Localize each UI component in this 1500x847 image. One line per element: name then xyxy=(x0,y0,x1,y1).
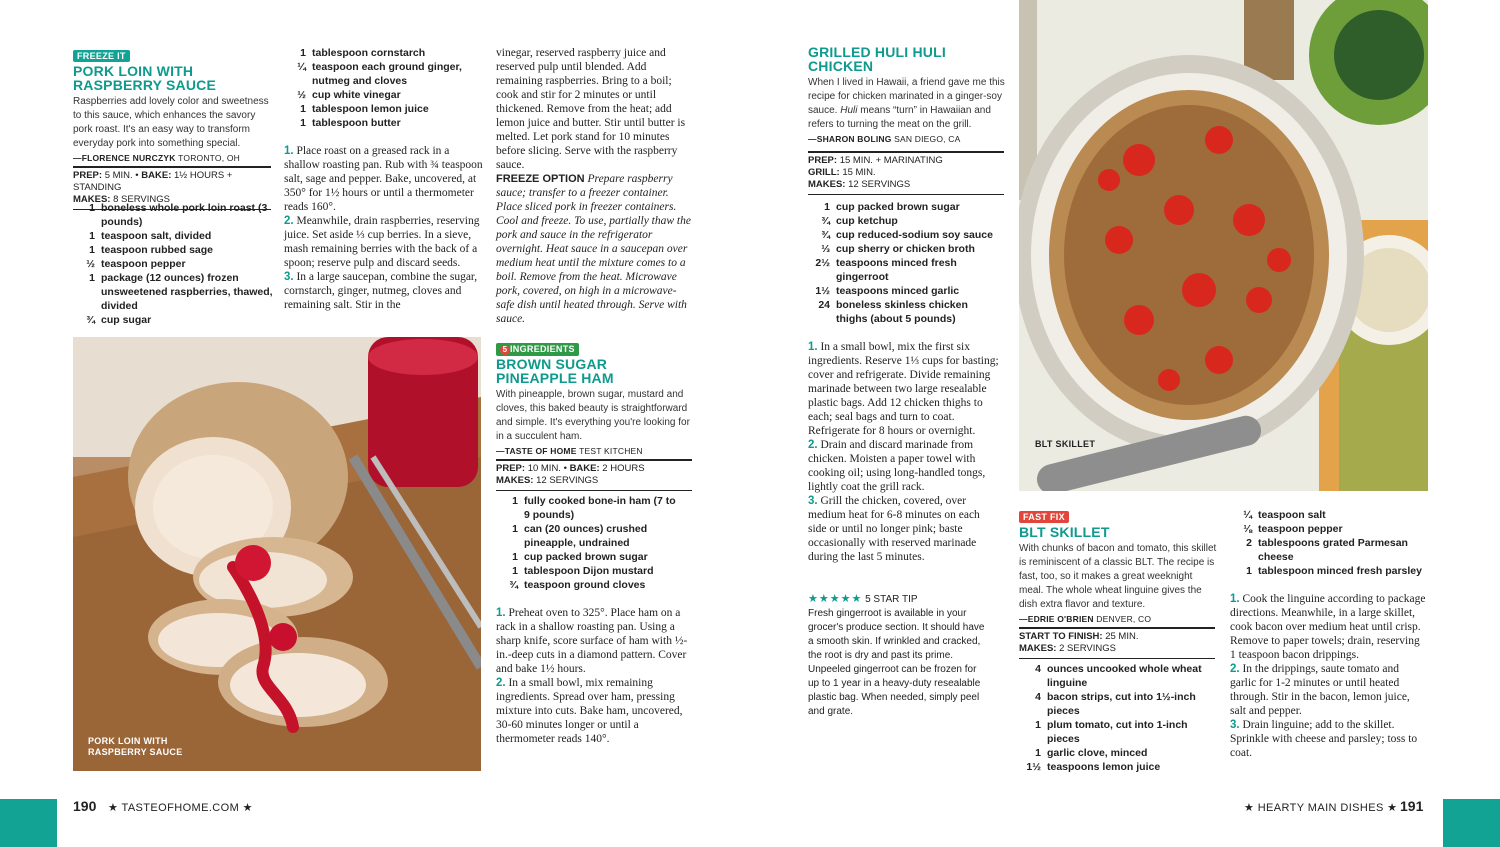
ingredient-item xyxy=(1019,690,1219,718)
ingredient-text: tablespoon lemon juice xyxy=(312,103,429,115)
ingredient-text: cup ketchup xyxy=(836,215,898,227)
ingredient-item xyxy=(496,494,676,522)
footer-text: ★ TASTEOFHOME.COM ★ xyxy=(108,802,253,814)
ingredient-quantity: 1 xyxy=(512,523,518,535)
ingredient-quantity: ¾ xyxy=(86,314,95,326)
ingredient-text: teaspoon each ground ginger, nutmeg and cloves xyxy=(312,61,462,87)
ingredient-quantity: 1½ xyxy=(1026,761,1041,773)
ingredient-item xyxy=(808,242,998,256)
ingredient-item xyxy=(1230,564,1430,578)
ingredient-quantity: 4 xyxy=(1035,663,1041,675)
pork-loin-header xyxy=(73,46,273,163)
recipe-directions: 1. Place roast on a greased rack in a shallow roasting pan. Rub with ¾ teaspoon salt, sage and pepper. Bake, uncovered, at 350° for 1½ hours or until a thermometer reads 160°. 2. Meanwhile, drain raspberries, reserving juice. Set aside ⅓ cup berries. In a sieve, mash remaining berries with the back of a spoon; reserve pulp and discard seeds. 3. In a large saucepan, combine the sugar, cornstarch, ginger, nutmeg, cloves and remaining salt. Stir in the xyxy=(284,145,483,311)
ingredient-text: tablespoon Dijon mustard xyxy=(524,565,654,577)
footer-color-bar xyxy=(0,799,57,847)
ingredient-quantity: ½ xyxy=(86,258,95,270)
ingredient-item xyxy=(1019,760,1219,774)
ingredient-item xyxy=(808,284,998,298)
ingredient-item xyxy=(808,214,998,228)
ingredient-item xyxy=(808,228,998,242)
ingredient-quantity: 1 xyxy=(300,117,306,129)
ingredient-item xyxy=(284,60,484,88)
recipe-title: BROWN SUGAR PINEAPPLE HAM xyxy=(496,356,614,386)
ingredient-text: boneless whole pork loin roast (3 pounds) xyxy=(101,202,268,228)
fast-fix-tag: FAST FIX xyxy=(1019,511,1069,523)
ingredient-text: teaspoon rubbed sage xyxy=(101,244,214,256)
ingredient-text: cup reduced-sodium soy sauce xyxy=(836,229,993,241)
ingredient-text: cup packed brown sugar xyxy=(524,551,648,563)
ingredient-quantity: ⅛ xyxy=(1243,523,1252,535)
ingredient-quantity: 1 xyxy=(824,201,830,213)
ingredient-item xyxy=(1019,718,1219,746)
ingredient-quantity: 1 xyxy=(1035,719,1041,731)
recipe-intro: With pineapple, brown sugar, mustard and cloves, this baked beauty is straightforward and simple. It's everything you're looking for in a succulent ham. xyxy=(496,389,690,442)
recipe-meta: PREP: 10 MIN. • BAKE: 2 HOURS MAKES: 12 SERVINGS xyxy=(496,459,692,491)
ingredient-item xyxy=(1230,522,1430,536)
star-icons: ★★★★★ xyxy=(808,593,863,605)
ingredient-quantity: 1 xyxy=(89,272,95,284)
ingredient-text: can (20 ounces) crushed pineapple, undrained xyxy=(524,523,648,549)
ingredient-item xyxy=(496,564,676,578)
ingredient-quantity: 1 xyxy=(1246,565,1252,577)
ingredient-text: ounces uncooked whole wheat linguine xyxy=(1047,663,1202,689)
recipe-meta: PREP: 5 MIN. • BAKE: 1½ HOURS + STANDING MAKES: 8 SERVINGS xyxy=(73,166,271,210)
recipe-directions: 1. Preheat oven to 325°. Place ham on a rack in a shallow roasting pan. Using a sharp knife, score surface of ham with ½-in.-deep cuts in a diamond pattern. Cover and bake 1½ hours. 2. In a small bowl, mix remaining ingredients. Spread over ham, pressing mixture into cuts. Bake ham, uncovered, 30-60 minutes longer or until a thermometer reads 140°. xyxy=(496,607,688,745)
ingredient-list xyxy=(1019,662,1219,774)
recipe-intro: With chunks of bacon and tomato, this skillet is reminiscent of a classic BLT. The recipe is fast, too, so it makes a great weeknight meal. The whole wheat linguine gives the dish extra flavor and texture. xyxy=(1019,543,1217,610)
recipe-directions-continued: vinegar, reserved raspberry juice and reserved pulp until blended. Add remaining raspberries. Bring to a boil; cook and stir for 2 minutes or until thickened. Remove from the heat; add lemon juice and butter. Stir until butter is melted. Let pork stand for 10 minutes before slicing. Serve with the raspberry sauce. FREEZE OPTION Prepare raspberry sauce; transfer to a freezer container. Place sliced pork in freezer containers. Cool and freeze. To use, partially thaw the pork and sauce in the refrigerator overnight. Heat sauce in a saucepan over medium heat until the mixture comes to a boil. Remove from the heat. Microwave pork, covered, on high in a microwave-safe dish until heated through. Serve with sauce. xyxy=(496,47,691,325)
page-number: 191 xyxy=(1400,798,1424,814)
ingredient-item xyxy=(73,313,273,327)
ingredient-text: package (12 ounces) frozen unsweetened raspberries, thawed, divided xyxy=(101,272,273,312)
ham-header xyxy=(496,339,693,456)
ingredient-text: teaspoon pepper xyxy=(101,258,186,270)
photo-caption: PORK LOIN WITH RASPBERRY SAUCE xyxy=(88,736,183,757)
ingredient-item xyxy=(1019,746,1219,760)
ingredient-quantity: 1 xyxy=(89,202,95,214)
ingredient-quantity: 1 xyxy=(512,551,518,563)
recipe-title: BLT SKILLET xyxy=(1019,524,1110,540)
ingredient-text: plum tomato, cut into 1-inch pieces xyxy=(1047,719,1188,745)
recipe-meta: PREP: 15 MIN. + MARINATING GRILL: 15 MIN. MAKES: 12 SERVINGS xyxy=(808,151,1004,195)
five-ingredients-tag: 5 INGREDIENTS xyxy=(496,343,579,356)
ingredient-text: tablespoon butter xyxy=(312,117,401,129)
ingredient-list xyxy=(284,46,484,130)
ingredient-quantity: ¾ xyxy=(509,579,518,591)
ingredient-item xyxy=(284,46,484,60)
ingredient-item xyxy=(808,298,998,326)
ingredient-text: cup white vinegar xyxy=(312,89,401,101)
recipe-directions: 1. Cook the linguine according to package directions. Meanwhile, in a large skillet, cook bacon over medium heat until crisp. Remove to paper towels; drain, reserving 1 teaspoon bacon drippings. 2. In the drippings, saute tomato and garlic for 1-2 minutes or until heated through. Stir in the bacon, lemon juice, salt and pepper. 3. Drain linguine; add to the skillet. Sprinkle with cheese and parsley; toss to coat. xyxy=(1230,593,1426,759)
recipe-author: —EDRIE O'BRIEN DENVER, CO xyxy=(1019,614,1152,624)
ingredient-quantity: 1 xyxy=(300,103,306,115)
recipe-title: PORK LOIN WITH RASPBERRY SAUCE xyxy=(73,63,217,93)
ingredient-item xyxy=(808,256,998,284)
ingredient-item xyxy=(496,522,676,550)
ingredient-text: fully cooked bone-in ham (7 to 9 pounds) xyxy=(524,495,676,521)
recipe-intro: Raspberries add lovely color and sweetness to this sauce, which enhances the savory pork roast. It's an easy way to transform everyday pork into something special. xyxy=(73,96,269,149)
ingredient-quantity: 1 xyxy=(89,244,95,256)
ingredient-quantity: ¾ xyxy=(821,229,830,241)
footer-text: ★ HEARTY MAIN DISHES ★ xyxy=(1244,802,1398,814)
ingredient-quantity: 1 xyxy=(89,230,95,242)
ingredient-text: teaspoon ground cloves xyxy=(524,579,646,591)
ingredient-item xyxy=(496,578,676,592)
recipe-intro: When I lived in Hawaii, a friend gave me this recipe for chicken marinated in a ginger-soy sauce. Huli means “turn” in Hawaiian and refers to turning the meat on the grill. xyxy=(808,77,1005,130)
blt-skillet-photo xyxy=(1019,0,1428,491)
recipe-directions: 1. In a small bowl, mix the first six ingredients. Reserve 1⅓ cups for basting; cover and refrigerate. Divide remaining marinade between two large resealable plastic bags. Add 12 chicken thighs to each; seal bags and turn to coat. Refrigerate for 8 hours or overnight. 2. Drain and discard marinade from chicken. Moisten a paper towel with cooking oil; using long-handled tongs, lightly coat the grill rack. 3. Grill the chicken, covered, over medium heat for 6-8 minutes on each side or until no longer pink; baste occasionally with reserved marinade during the last 5 minutes. xyxy=(808,341,999,563)
pork-photo-illustration xyxy=(73,337,481,771)
ingredient-text: cup sherry or chicken broth xyxy=(836,243,975,255)
ingredient-list xyxy=(808,200,998,326)
five-star-tip: ★★★★★ 5 STAR TIP Fresh gingerroot is available in your grocer's produce section. It should have a smooth skin. If wrinkled and cracked, the root is dry and past its prime. Unpeeled gingerroot can be frozen for up to 1 year in a heavy-duty resealable plastic bag. When needed, simply peel and grate. xyxy=(808,593,985,717)
ingredient-quantity: 24 xyxy=(818,299,830,311)
ingredient-quantity: ¾ xyxy=(821,215,830,227)
photo-caption: BLT SKILLET xyxy=(1035,439,1096,449)
ingredient-item xyxy=(284,88,484,102)
ingredient-quantity: 2½ xyxy=(815,257,830,269)
ingredient-item xyxy=(808,200,998,214)
ingredient-quantity: ⅓ xyxy=(821,243,830,255)
page-number: 190 xyxy=(73,798,97,814)
ingredient-text: teaspoon pepper xyxy=(1258,523,1343,535)
ingredient-text: teaspoons minced fresh gingerroot xyxy=(836,257,957,283)
ingredient-item xyxy=(73,229,273,243)
ingredient-quantity: 1 xyxy=(300,47,306,59)
ingredient-quantity: ½ xyxy=(297,89,306,101)
ingredient-item xyxy=(284,116,484,130)
ingredient-quantity: 1 xyxy=(1035,747,1041,759)
ingredient-quantity: 1½ xyxy=(815,285,830,297)
ingredient-item xyxy=(73,271,273,313)
ingredient-item xyxy=(73,243,273,257)
ingredient-text: cup sugar xyxy=(101,314,152,326)
ingredient-text: cup packed brown sugar xyxy=(836,201,960,213)
ingredient-text: boneless skinless chicken thighs (about 5 pounds) xyxy=(836,299,968,325)
ingredient-text: teaspoons lemon juice xyxy=(1047,761,1161,773)
blt-skillet-header xyxy=(1019,507,1218,624)
ingredient-text: tablespoons grated Parmesan cheese xyxy=(1258,537,1408,563)
ingredient-text: tablespoon minced fresh parsley xyxy=(1258,565,1422,577)
ingredient-item xyxy=(73,257,273,271)
ingredient-quantity: 4 xyxy=(1035,691,1041,703)
ingredient-item xyxy=(1230,508,1430,522)
ingredient-item xyxy=(1019,662,1219,690)
ingredient-quantity: 1 xyxy=(512,565,518,577)
ingredient-text: tablespoon cornstarch xyxy=(312,47,426,59)
ingredient-item xyxy=(1230,536,1430,564)
ingredient-text: bacon strips, cut into 1½-inch pieces xyxy=(1047,691,1196,717)
five-circle-icon: 5 xyxy=(500,345,510,355)
ingredient-list xyxy=(73,201,273,327)
footer-color-bar xyxy=(1443,799,1500,847)
ingredient-text: teaspoon salt xyxy=(1258,509,1326,521)
ingredient-quantity: ¼ xyxy=(297,61,306,73)
recipe-author: —SHARON BOLING SAN DIEGO, CA xyxy=(808,134,961,144)
huli-chicken-header xyxy=(808,45,1008,144)
ingredient-quantity: 1 xyxy=(512,495,518,507)
ingredient-text: teaspoon salt, divided xyxy=(101,230,212,242)
skillet-photo-illustration xyxy=(1019,0,1428,491)
recipe-meta: START TO FINISH: 25 MIN. MAKES: 2 SERVINGS xyxy=(1019,627,1215,659)
ingredient-text: teaspoons minced garlic xyxy=(836,285,960,297)
ingredient-item xyxy=(496,550,676,564)
ingredient-item xyxy=(284,102,484,116)
recipe-author: —TASTE OF HOME TEST KITCHEN xyxy=(496,446,643,456)
ingredient-list xyxy=(496,494,676,592)
ingredient-quantity: ¼ xyxy=(1243,509,1252,521)
pork-loin-photo xyxy=(73,337,481,771)
recipe-title: GRILLED HULI HULI CHICKEN xyxy=(808,44,946,74)
freeze-it-tag: FREEZE IT xyxy=(73,50,130,62)
ingredient-item xyxy=(73,201,273,229)
ingredient-quantity: 2 xyxy=(1246,537,1252,549)
ingredient-list xyxy=(1230,508,1430,578)
ingredient-text: garlic clove, minced xyxy=(1047,747,1148,759)
recipe-author: —FLORENCE NURCZYK TORONTO, OH xyxy=(73,153,241,163)
